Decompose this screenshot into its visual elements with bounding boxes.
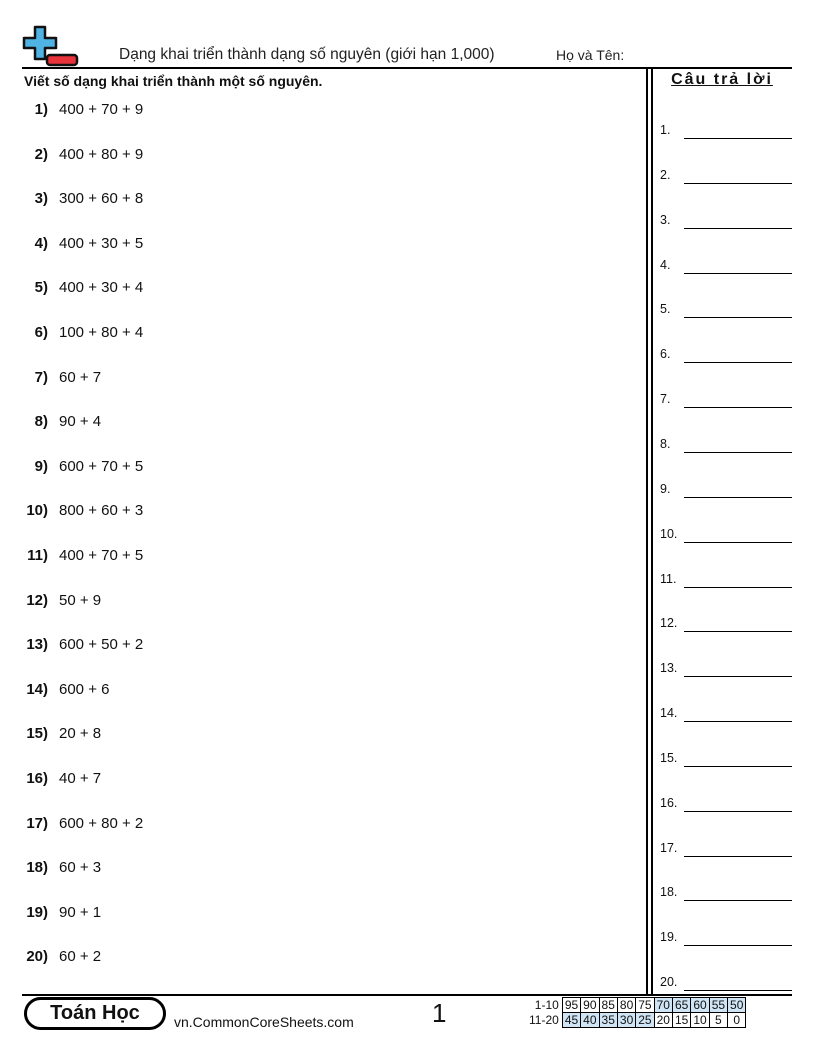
score-cell: 50 — [728, 998, 746, 1013]
problem-item — [0, 279, 143, 301]
problem-expression: 50 + 9 — [59, 591, 102, 609]
answer-number: 20. — [660, 975, 678, 990]
answer-line — [684, 900, 792, 901]
worksheet-title: Dạng khai triển thành dạng số nguyên (giới hạn 1,000) — [119, 46, 495, 63]
problem-number: 14) — [26, 680, 48, 698]
score-cell: 75 — [636, 998, 654, 1013]
answer-number: 15. — [660, 750, 678, 765]
answer-number: 11. — [660, 571, 677, 586]
answer-blank[interactable] — [660, 345, 793, 363]
answer-number: 4. — [660, 257, 671, 272]
problem-item — [0, 725, 101, 747]
problem-number: 11) — [27, 547, 48, 564]
score-row — [527, 998, 746, 1013]
answer-line — [684, 138, 792, 139]
score-cell: 35 — [599, 1013, 617, 1028]
score-cell: 55 — [709, 998, 727, 1013]
problem-number: 8) — [34, 413, 48, 431]
answer-line — [684, 542, 792, 543]
answer-blank[interactable] — [660, 166, 793, 184]
problem-expression: 600 + 6 — [59, 680, 110, 698]
problem-number: 3) — [34, 190, 48, 208]
score-cell: 95 — [562, 998, 580, 1013]
score-row-label: 1-10 — [534, 998, 559, 1012]
score-cell: 70 — [654, 998, 672, 1013]
problem-number: 4) — [34, 234, 48, 252]
answer-blank[interactable] — [660, 211, 793, 229]
problem-expression: 600 + 50 + 2 — [59, 636, 144, 654]
column-divider — [646, 67, 648, 995]
answer-key-title: Câu trả lời — [671, 71, 773, 88]
problem-expression: 90 + 1 — [59, 903, 102, 921]
answer-number: 19. — [660, 930, 678, 945]
answer-blank[interactable] — [660, 525, 793, 543]
problem-item — [0, 101, 143, 123]
problem-item — [0, 190, 143, 212]
problem-expression: 20 + 8 — [59, 725, 102, 743]
problem-item — [0, 413, 101, 435]
problem-expression: 100 + 80 + 4 — [59, 324, 144, 341]
problem-item — [0, 235, 143, 257]
score-table — [527, 997, 746, 1028]
answer-blank[interactable] — [660, 256, 793, 274]
answer-blank[interactable] — [660, 659, 793, 677]
problem-number: 12) — [26, 591, 48, 609]
answer-line — [684, 945, 792, 946]
score-row — [527, 1013, 746, 1028]
problem-number: 2) — [34, 145, 48, 163]
problem-item — [0, 815, 143, 837]
answer-number: 14. — [660, 706, 678, 721]
problem-item — [0, 681, 109, 703]
footer-divider — [22, 994, 792, 996]
answer-number: 3. — [660, 212, 671, 227]
problem-expression: 60 + 7 — [59, 368, 102, 386]
answer-line — [684, 721, 792, 722]
problem-number: 13) — [26, 636, 48, 654]
problem-number: 5) — [34, 279, 48, 297]
problem-item — [0, 502, 143, 524]
answer-blank[interactable] — [660, 794, 793, 812]
problem-item — [0, 324, 143, 346]
score-cell: 0 — [728, 1013, 746, 1028]
problem-number: 9) — [34, 457, 48, 475]
score-cell: 85 — [599, 998, 617, 1013]
answer-blank[interactable] — [660, 749, 793, 767]
answer-line — [684, 676, 792, 677]
problem-expression: 600 + 70 + 5 — [59, 457, 144, 475]
answer-line — [684, 228, 792, 229]
site-url: vn.CommonCoreSheets.com — [174, 1014, 354, 1030]
problem-expression: 400 + 30 + 5 — [59, 234, 144, 252]
problem-number: 18) — [26, 859, 48, 877]
answer-line — [684, 407, 792, 408]
answer-number: 13. — [660, 661, 678, 676]
answer-line — [684, 273, 792, 274]
problem-number: 7) — [34, 368, 48, 386]
answer-blank[interactable] — [660, 390, 793, 408]
problem-number: 19) — [26, 903, 48, 921]
problem-expression: 60 + 3 — [59, 859, 102, 877]
score-cell: 45 — [562, 1013, 580, 1028]
problem-expression: 600 + 80 + 2 — [59, 814, 144, 832]
answer-line — [684, 497, 792, 498]
problem-expression: 400 + 70 + 5 — [59, 547, 144, 564]
score-cell: 30 — [617, 1013, 635, 1028]
problem-number: 1) — [34, 101, 48, 118]
answer-number: 1. — [660, 123, 671, 137]
problem-item — [0, 770, 101, 792]
answer-line — [684, 317, 792, 318]
problem-item — [0, 146, 143, 168]
answer-number: 10. — [660, 526, 678, 541]
answer-line — [684, 631, 792, 632]
problem-expression: 40 + 7 — [59, 770, 102, 787]
score-cell: 10 — [691, 1013, 709, 1028]
answer-number: 6. — [660, 347, 671, 362]
score-cell: 20 — [654, 1013, 672, 1028]
answer-blank[interactable] — [660, 435, 793, 453]
answer-number: 8. — [660, 436, 671, 451]
answer-blank[interactable] — [660, 973, 793, 991]
answer-line — [684, 587, 792, 588]
answer-number: 17. — [660, 840, 678, 855]
score-cell: 25 — [636, 1013, 654, 1028]
problem-item — [0, 904, 101, 926]
answer-blank[interactable] — [660, 300, 793, 318]
score-cell: 5 — [709, 1013, 727, 1028]
problem-number: 15) — [26, 725, 48, 743]
name-label: Họ và Tên: — [556, 47, 625, 63]
problem-expression: 400 + 80 + 9 — [59, 145, 144, 163]
problem-expression: 400 + 30 + 4 — [59, 279, 144, 297]
answer-blank[interactable] — [660, 570, 793, 588]
answer-line — [684, 452, 792, 453]
answer-line — [684, 766, 792, 767]
problem-item — [0, 859, 101, 881]
problem-number: 10) — [26, 502, 48, 520]
answer-number: 16. — [660, 795, 678, 810]
page-number: 1 — [432, 998, 447, 1028]
problem-item — [0, 636, 143, 658]
answer-blank[interactable] — [660, 839, 793, 857]
answer-blank[interactable] — [660, 480, 793, 498]
problem-number: 20) — [26, 948, 48, 966]
problem-expression: 90 + 4 — [59, 413, 102, 431]
problem-expression: 400 + 70 + 9 — [59, 101, 144, 118]
problem-item — [0, 592, 101, 614]
brand-badge: Toán Học — [24, 997, 166, 1030]
answer-line — [684, 362, 792, 363]
problem-number: 16) — [26, 770, 48, 787]
answer-line — [684, 990, 792, 991]
problem-item — [0, 458, 143, 480]
answer-blank[interactable] — [660, 704, 793, 722]
column-divider — [651, 67, 653, 995]
answer-number: 2. — [660, 167, 671, 182]
answer-number: 9. — [660, 481, 671, 496]
problem-number: 6) — [34, 324, 48, 341]
problem-number: 17) — [26, 814, 48, 832]
score-cell: 60 — [691, 998, 709, 1013]
answer-number: 5. — [660, 302, 671, 317]
problem-expression: 300 + 60 + 8 — [59, 190, 144, 208]
answer-blank[interactable] — [660, 614, 793, 632]
problem-expression: 800 + 60 + 3 — [59, 502, 144, 520]
problem-item — [0, 547, 143, 569]
score-cell: 80 — [617, 998, 635, 1013]
problem-item — [0, 369, 101, 391]
instructions: Viết số dạng khai triển thành một số nguyên. — [24, 73, 323, 89]
score-row-label: 11-20 — [529, 1013, 559, 1027]
answer-number: 18. — [660, 885, 678, 900]
problem-item — [0, 948, 101, 970]
answer-line — [684, 811, 792, 812]
problem-expression: 60 + 2 — [59, 948, 102, 966]
answer-blank[interactable] — [660, 883, 793, 901]
answer-number: 7. — [660, 392, 671, 407]
answer-line — [684, 183, 792, 184]
answer-line — [684, 856, 792, 857]
answer-number: 12. — [660, 616, 678, 631]
score-cell: 65 — [672, 998, 690, 1013]
score-cell: 40 — [581, 1013, 599, 1028]
answer-blank[interactable] — [660, 121, 793, 139]
score-cell: 90 — [581, 998, 599, 1013]
score-cell: 15 — [672, 1013, 690, 1028]
answer-blank[interactable] — [660, 928, 793, 946]
